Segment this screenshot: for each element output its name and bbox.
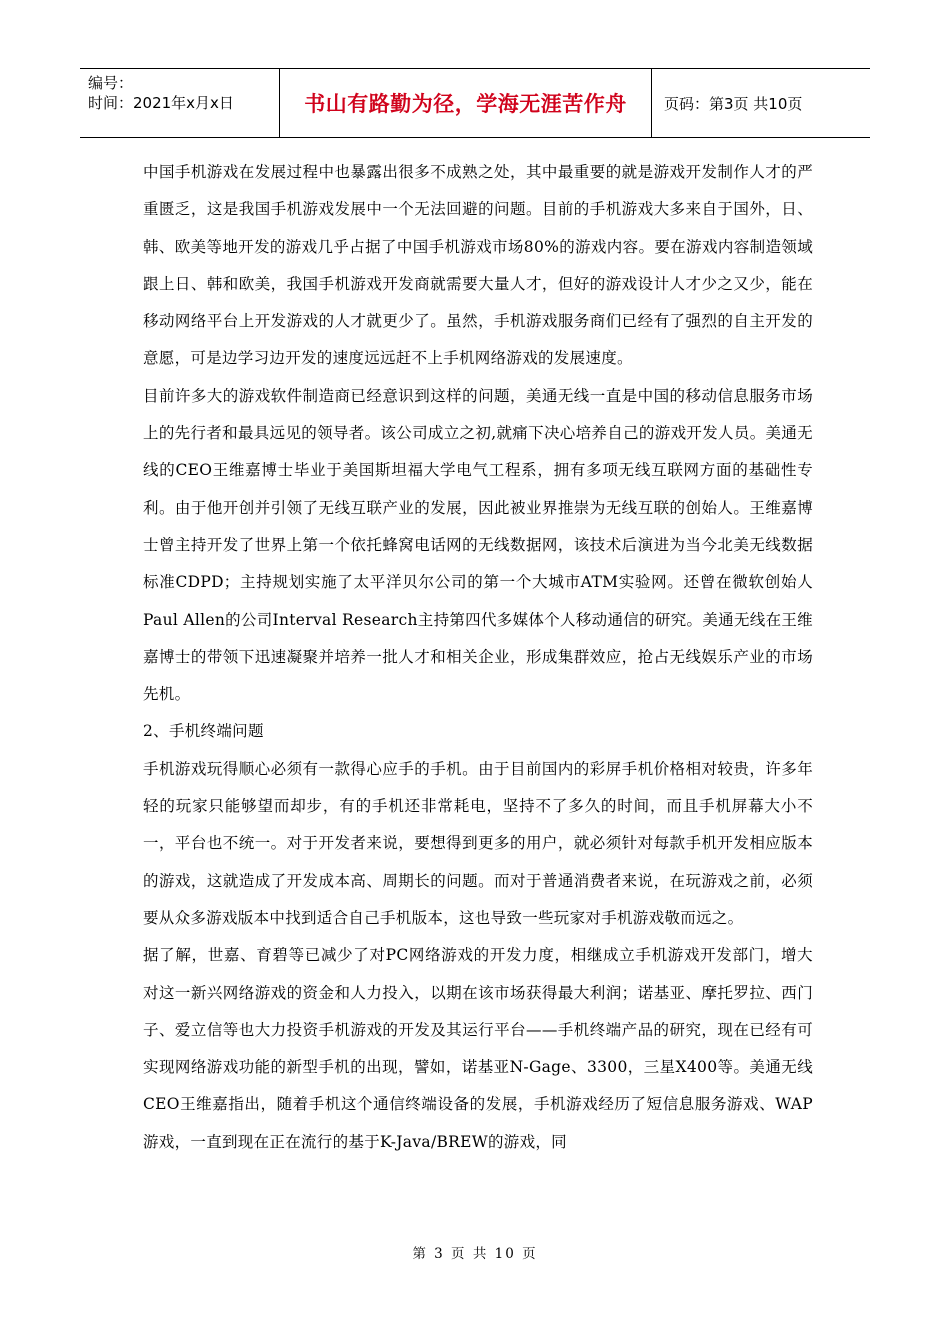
header-page-cell bbox=[652, 69, 870, 137]
motto-text: 书山有路勤为径，学海无涯苦作舟 bbox=[304, 92, 627, 116]
section-heading: 2、手机终端问题 bbox=[143, 722, 264, 741]
paragraph: 中国手机游戏在发展过程中也暴露出很多不成熟之处，其中最重要的就是游戏开发制作人才的严重匮乏，这是我国手机游戏发展中一个无法回避的问题。目前的手机游戏大多来自于国外，日、韩、欧美等地开发的游戏几乎占据了中国手机游戏市场80%的游戏内容。要在游戏内容制造领域跟上日、韩和欧美，我国手机游戏开发商就需要大量人才，但好的游戏设计人才少之又少，能在移动网络平台上开发游戏的人才就更少了。虽然，手机游戏服务商们已经有了强烈的自主开发的意愿，可是边学习边开发的速度远远赶不上手机网络游戏的发展速度。 bbox=[143, 163, 813, 368]
paragraph: 据了解，世嘉、育碧等已减少了对PC网络游戏的开发力度，相继成立手机游戏开发部门，增大对这一新兴网络游戏的资金和人力投入，以期在该市场获得最大利润；诺基亚、摩托罗拉、西门子、爱立信等也大力投资手机游戏的开发及其运行平台——手机终端产品的研究，现在已经有可实现网络游戏功能的新型手机的出现，譬如，诺基亚N-Gage、3300，三星X400等。美通无线CEO王维嘉指出，随着手机这个通信终端设备的发展，手机游戏经历了短信息服务游戏、WAP游戏，一直到现在正在流行的基于K-Java/BREW的游戏，同 bbox=[143, 946, 813, 1151]
document-header bbox=[80, 68, 870, 138]
header-meta-cell bbox=[80, 69, 280, 137]
header-motto-cell bbox=[280, 69, 652, 137]
number-label: 编号： bbox=[88, 74, 134, 92]
date-label: 时间：2021年x月x日 bbox=[88, 94, 234, 112]
page-footer: 第 3 页 共 10 页 bbox=[412, 1246, 538, 1262]
paragraph: 目前许多大的游戏软件制造商已经意识到这样的问题，美通无线一直是中国的移动信息服务市场上的先行者和最具远见的领导者。该公司成立之初,就痛下决心培养自己的游戏开发人员。美通无线的CEO王维嘉博士毕业于美国斯坦福大学电气工程系，拥有多项无线互联网方面的基础性专利。由于他开创并引领了无线互联产业的发展，因此被业界推崇为无线互联的创始人。王维嘉博士曾主持开发了世界上第一个依托蜂窝电话网的无线数据网，该技术后演进为当今北美无线数据标准CDPD；主持规划实施了太平洋贝尔公司的第一个大城市ATM实验网。还曾在微软创始人Paul Allen的公司Interval Research主持第四代多媒体个人移动通信的研究。美通无线在王维嘉博士的带领下迅速凝聚并培养一批人才和相关企业，形成集群效应，抢占无线娱乐产业的市场先机。 bbox=[143, 386, 813, 704]
paragraph: 手机游戏玩得顺心必须有一款得心应手的手机。由于目前国内的彩屏手机价格相对较贵，许多年轻的玩家只能够望而却步，有的手机还非常耗电，坚持不了多久的时间，而且手机屏幕大小不一，平台也不统一。对于开发者来说，要想得到更多的用户，就必须针对每款手机开发相应版本的游戏，这就造成了开发成本高、周期长的问题。而对于普通消费者来说，在玩游戏之前，必须要从众多游戏版本中找到适合自己手机版本，这也导致一些玩家对手机游戏敬而远之。 bbox=[143, 759, 813, 927]
page-label: 页码：第3页 共10页 bbox=[664, 94, 803, 113]
document-body bbox=[143, 154, 813, 1161]
